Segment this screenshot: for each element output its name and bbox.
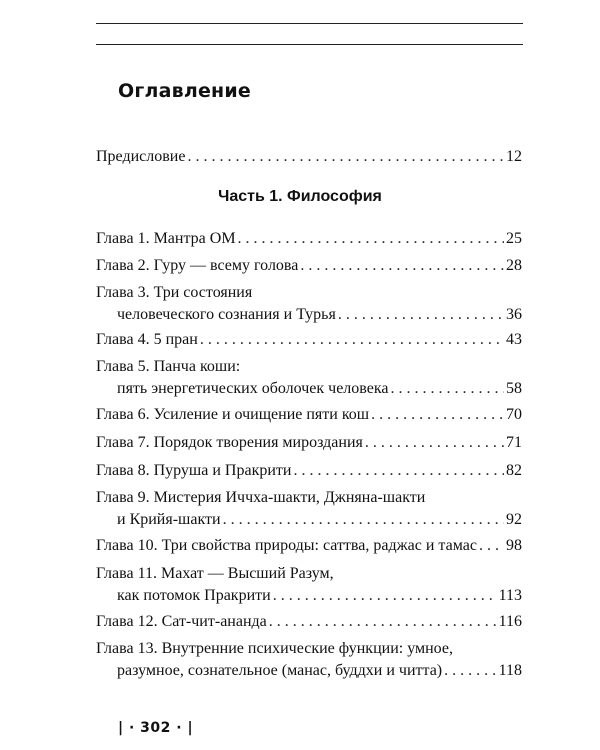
leader-dots (293, 460, 504, 482)
toc-entry-preface (96, 146, 522, 168)
leader-dots (371, 404, 504, 426)
entry-title-continuation: как потомок Пракрити (117, 587, 271, 604)
entry-title: Глава 7. Порядок творения мироздания (96, 434, 363, 451)
entry-page: 116 (498, 613, 522, 630)
entry-title: Предисловие (96, 148, 186, 165)
toc-entry-chapter-12 (96, 611, 522, 633)
entry-title: Глава 9. Мистерия Иччха-шакти, Джняна-шакти (96, 489, 426, 506)
entry-title-continuation: разумное, сознательное (манас, буддхи и читта) (117, 662, 443, 679)
entry-page: 92 (506, 511, 522, 528)
leader-dots (269, 611, 497, 633)
leader-dots (365, 432, 504, 454)
toc-entry-chapter-8 (96, 460, 522, 482)
toc-entry-chapter-10 (96, 535, 522, 557)
toc-entry-chapter-2 (96, 255, 522, 277)
entry-page: 28 (506, 257, 522, 274)
entry-page: 98 (506, 537, 522, 554)
entry-title: Глава 11. Махат — Высший Разум, (96, 565, 334, 582)
top-rule (96, 23, 523, 24)
entry-title-continuation: и Крийя-шакти (117, 511, 221, 528)
entry-title: Глава 3. Три состояния (96, 284, 253, 301)
entry-title: Глава 4. 5 пран (96, 331, 198, 348)
entry-page: 70 (506, 406, 522, 423)
entry-title: Глава 13. Внутренние психические функции: умное, (96, 640, 453, 657)
toc-entry-chapter-1 (96, 228, 522, 250)
entry-page: 25 (506, 230, 522, 247)
leader-dots (223, 509, 504, 531)
entry-page: 118 (498, 662, 522, 679)
entry-page: 113 (498, 587, 522, 604)
entry-page: 82 (506, 462, 522, 479)
toc-entry-chapter-7 (96, 432, 522, 454)
entry-title-continuation: человеческого сознания и Турья (117, 306, 336, 323)
toc-heading: Оглавление (118, 80, 251, 102)
entry-title: Глава 5. Панча коши: (96, 358, 241, 375)
leader-dots (390, 378, 504, 400)
toc-entry-chapter-11 (96, 563, 522, 607)
part-heading: Часть 1. Философия (218, 188, 382, 205)
entry-title: Глава 2. Гуру — всему голова (96, 257, 299, 274)
leader-dots (238, 228, 504, 250)
entry-page: 36 (506, 306, 522, 323)
toc-entry-chapter-4 (96, 329, 522, 351)
entry-title: Глава 8. Пуруша и Пракрити (96, 462, 292, 479)
leader-dots (200, 329, 504, 351)
toc-entry-chapter-5 (96, 356, 522, 400)
toc-entry-chapter-6 (96, 404, 522, 426)
page-number: | · 302 · | (118, 720, 194, 736)
leader-dots (479, 535, 504, 557)
entry-page: 71 (506, 434, 522, 451)
leader-dots (338, 304, 504, 326)
toc-entry-chapter-3 (96, 282, 522, 326)
leader-dots (187, 146, 504, 168)
entry-page: 12 (506, 148, 522, 165)
entry-page: 43 (506, 331, 522, 348)
entry-title: Глава 10. Три свойства природы: саттва, раджас и тамас (96, 537, 477, 554)
entry-title: Глава 1. Мантра ОМ (96, 230, 236, 247)
leader-dots (444, 660, 496, 682)
entry-title-continuation: пять энергетических оболочек человека (117, 380, 389, 397)
leader-dots (300, 255, 504, 277)
toc-entry-chapter-9 (96, 487, 522, 531)
entry-title: Глава 12. Сат-чит-ананда (96, 613, 267, 630)
entry-page: 58 (506, 380, 522, 397)
leader-dots (273, 585, 497, 607)
toc-entry-chapter-13 (96, 638, 522, 682)
second-rule (96, 44, 523, 45)
entry-title: Глава 6. Усиление и очищение пяти кош (96, 406, 370, 423)
